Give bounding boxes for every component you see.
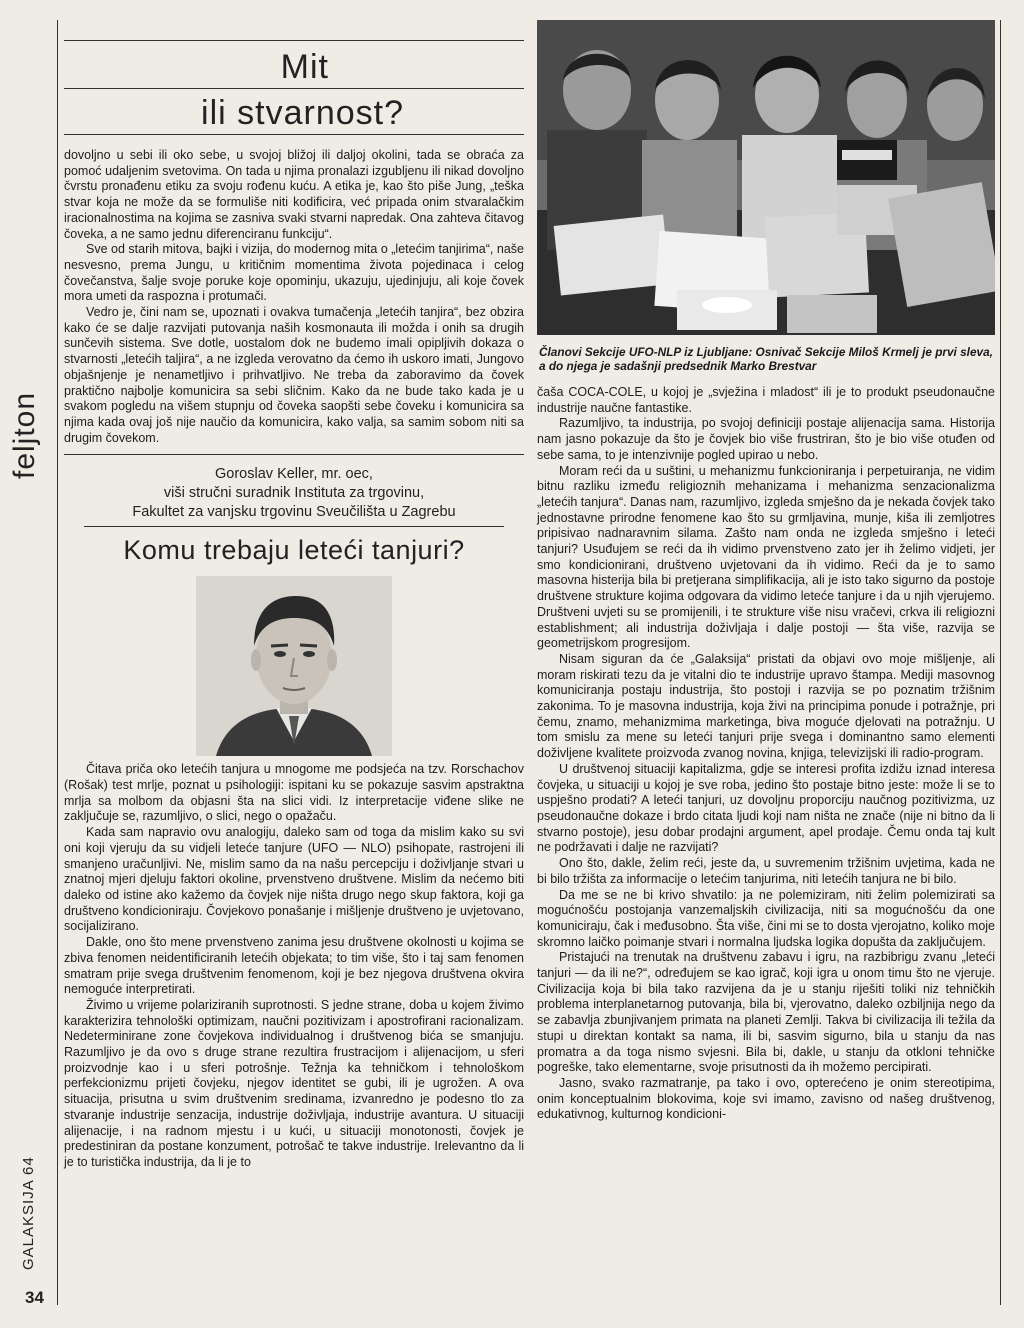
title-rule-bottom	[64, 134, 524, 135]
article-title-block	[64, 20, 524, 140]
article2-paragraph: U društvenoj situaciji kapitalizma, gdje se interesi profita izdižu iznad interesa čovjeka, u situaciji u kojoj je sve roba, jedino što postaje bitno jeste: može li se to uspješno prodati? A leteći tanjuri, uz dovoljnu proporciju naučnog pozitivizma, uz pseudonaučne dokaze i brdo citata ljudi koji nam ništa ne znače (nije ni bitno da li stvarno postoje), jesu dobar prodajni argument, apel prodaje. Čemu onda taj kult ne podržavati i dalje ne razvijati?	[537, 761, 995, 855]
article2-paragraph: Čitava priča oko letećih tanjura u mnogome me podsjeća na tzv. Rorschachov (Rošak) test mrlje, poznat u psihologiji: ispitani ku se pokazuje sasvim apstraktna mrlja sa molbom da objasni šta na slici vidi. Iz interpretacije viđene slike ne zaključuje se, razumljivo, o slici, nego o opažaču.	[64, 762, 524, 824]
article2-paragraph: Živimo u vrijeme polariziranih suprotnosti. S jedne strane, doba u kojem živimo karakterizira tehnološki optimizam, naučni pozitivizam i apostrofirani racionalizam. Nedeterminirane zone čovjekova individualnog i društvenog bića se smanjuju. Razumljivo je da ovo s druge strane rezultira frustracijom i alijenacijom, u sferi proizvodnje kao i u sferi potrošnje. Težnja ka tehničkom i tehnološkom perfekcionizmu prijeti čovjeku, njegov identitet se gubi, ili je ugrožen. A ova situacija, prisutna u svim društvenim sredinama, izvanredno je podesno tlo za stvaranje industrije senzacija, industrije doživljaja, industrije avantura. U situaciji alijenacije, i na radnom mjestu i u kući, u situaciji monotonosti, čovjek je predestiniran da postane konzument, potrošač te takve industrije. Irelevantno da li je to turistička industrija, da li je to	[64, 997, 524, 1169]
article2-paragraph: čaša COCA-COLE, u kojoj je „svježina i mladost“ ili je to produkt pseudonaučne industrije naučne fantastike.	[537, 385, 995, 415]
title-rule-top	[64, 40, 524, 41]
article2-paragraph: Jasno, svako razmatranje, pa tako i ovo, opterećeno je onim stereotipima, onim konceptualnim blokovima, koje svi imamo, zavisno od našeg društvenog, edukativnog, kulturnog kondicioni-	[537, 1075, 995, 1122]
article2-paragraph: Da me se ne bi krivo shvatilo: ja ne polemiziram, niti želim polemizirati sa mogućnošću postojanja vanzemaljskih civilizacija, niti sa mogućnošću da one komuniciraju, čak i međusobno. Šta više, čini mi se to dosta vjerojatno, koliko moje skromno laičko poimanje stvari i normalna ljudska logika dopušta da zaključujem.	[537, 887, 995, 949]
article-title-line2: ili stvarnost?	[201, 94, 404, 132]
article2-right-body	[537, 385, 995, 1123]
page-number: 34	[25, 1288, 44, 1307]
article1-paragraph: dovoljno u sebi ili oko sebe, u svojoj bližoj ili daljoj okolini, tada se obraća za pomoć udaljenim svetovima. On tada u njima pronalazi izgubljenu ili nikad dovoljno čvrstu pronađenu etiku za svoju rođenu kuću. A etika je, kao što piše Jung, „teška stvar koja ne može da se formuliše niti kodificira, već pripada onim stvaralačkim iracionalnostima na kojima se zasniva svaki stvarni napredak. Ona zahteva čitavog čoveka, a ne samo jednu diferenciranu funkciju“.	[64, 148, 524, 241]
author-portrait-image	[196, 576, 392, 756]
photo-caption: Članovi Sekcije UFO-NLP iz Ljubljane: Osnivač Sekcije Miloš Krmelj je prvi sleva, a do njega je sadašnji predsednik Marko Brestvar	[539, 345, 993, 373]
title-rule-middle	[64, 88, 524, 89]
byline-institution: Fakultet za vanjsku trgovinu Sveučilišta u Zagrebu	[132, 504, 456, 521]
author-portrait	[196, 576, 392, 756]
article-title-line1: Mit	[280, 48, 329, 86]
article1-paragraph: Sve od starih mitova, bajki i vizija, do modernog mita o „letećim tanjirima“, naše nesvesno, prema Jungu, u kritičnim momentima života pojedinaca i celog čovečanstva, šalje svoje poruke koje opominju, ukazuju, ujedinjuju, ali koje čovek mora umeti da raspozna i protumači.	[64, 242, 524, 304]
article2-title: Komu trebaju leteći tanjuri?	[123, 535, 465, 566]
article2-paragraph: Moram reći da u suštini, u mehanizmu funkcioniranja i perpetuiranja, ne vidim bitnu razliku između religioznih mehanizama i mehanizma senzacionalizma „letećih tanjura“. Danas nam, razumljivo, izgleda smješno da je nekada čovjek tako jednostavne prirodne fenomene kao što su grmljavina, munje, kiša ili zemljotres pripisivao nadnaravnim silama. Zašto nam onda ne izgleda smješno i leteći tanjuri? Usuđujem se reći da ih vidimo prvenstveno zato jer ih želimo vidjeti, jer smo kondicionirani, društveno uvjetovani da ih vidimo. Reći da je to samo masovna histerija bila bi pretjerana simplifikacija, ali je isto tako sigurno da postoje društvene strukture kojima odgovara da vidimo leteće tanjure i da u njih vjerujemo. Društveni uvjeti su se promijenili, i te strukture više nisu vračevi, crkva ili religiozni establishment; ali industrija doživljaja i dalje postoji — šta više, razvija se geometrijskom progresijom.	[537, 463, 995, 651]
article2-paragraph: Nisam siguran da će „Galaksija“ pristati da objavi ovo moje mišljenje, ali moram riskirati tezu da je vitalni dio te industrije upravo štampa. Mediji masovnog komuniciranja postaju industrija, što postoji i razvija se po poznatim tržišnim zakonima. To je masovna industrija, koja živi na principima ponude i potražnje, pri čemu, znamo, mehanizmima marketinga, biva mogućе djelovati na potražnju. U tom smislu za mene su leteći tanjuri prije svega i dominantno samo elementi doživljene kvalitete proizvoda zvanog novina, knjiga, televizijski ili radio-program.	[537, 651, 995, 761]
byline-divider	[84, 526, 504, 527]
right-column	[537, 20, 995, 1123]
article2-left-body	[64, 762, 524, 1170]
left-margin-rule	[57, 20, 58, 1305]
byline-position: viši stručni suradnik Instituta za trgovinu,	[163, 485, 425, 502]
article2-paragraph: Pristajući na trenutak na društvenu zabavu i igru, na razbibrigu zvanu „leteći tanjuri — da ili ne?“, određujem se kao igrač, koji igra u onom timu što ne vjeruje. Civilizacija koja bi bila tako razvijena da je u stanju riješiti toliki niz tehničkih problema interplanetarnog putovanja, bila bi, vjerovatno, daleko ozbiljnija nego da se zabavlja zbunjivanjem primata na planeti Zemlji. Takva bi civilizacija ili težila da stupi u direktan kontakt sa nama, ili bi, sasvim sigurno, bila u stanju da nas promatra a da toga nismo svjesni. Bila bi, dakle, u stanju da otkloni tehničke pogreške, tako elementarne, svoje prisutnosti da ih možemo percipirati.	[537, 950, 995, 1075]
right-margin-rule	[1000, 20, 1001, 1305]
article2-paragraph: Kada sam napravio ovu analogiju, daleko sam od toga da mislim kako su svi oni koji vjeruju da su vidjeli leteće tanjure (UFO — NLO) psihopate, rastrojeni ili smanjeno uračunljivi. Ne, mislim samo da na našu percepciju i doživljanje stvari u znatnoj mjeri djeluju faktori okoline, prvenstveno društvene. Mislim da nećemo biti daleko od istine ako kažemo da čovjek nije ništa drugo nego skup faktora, koji ga društveno kondicioniraju. Čovjekovo ponašanje i mišljenje društveno je uvjetovano, socijalizirano.	[64, 825, 524, 934]
left-column	[64, 20, 524, 1171]
article1-body	[64, 148, 524, 446]
section-label: feljton	[8, 391, 41, 479]
article2-paragraph: Razumljivo, ta industrija, po svojoj definiciji postaje alijenacija sama. Historija nam jasno pokazuje da što je čovjek bio više frustriran, što je bio više otuđen od sebe sama, to je intenzivnije pogled upirao u nebo.	[537, 416, 995, 462]
section-divider	[64, 454, 524, 455]
group-photo	[537, 20, 995, 335]
article2-paragraph: Ono što, dakle, želim reći, jeste da, u suvremenim tržišnim uvjetima, kada ne bi bilo tržišta za informacije o letećim tanjurima, niti letećih tanjura ne bi bilo.	[537, 856, 995, 886]
author-byline	[64, 465, 524, 522]
article2-paragraph: Dakle, ono što mene prvenstveno zanima jesu društvene okolnosti u kojima se zbiva fenomen neidentificiranih letećih objekata; to tim više, što i taj sam fenomen smatram prije svega društvenim fenomenom, koji je bez njegova društvena okvira nemoguće interpretirati.	[64, 935, 524, 997]
byline-author: Goroslav Keller, mr. oec,	[215, 466, 373, 483]
article1-paragraph: Vedro je, čini nam se, upoznati i ovakva tumačenja „letećih tanjira“, bez obzira kako će se dalje razvijati putovanja naših kosmonauta ili možda i onih sa drugih sunčevih sistema. Sve dotle, uostalom dok ne budemo imali opipljivih dokaza o stvarnosti „letećih taljira“, a ne izgleda verovatno da ćemo ih uskoro imati, Jungovo objašnjenje je nenametljivo i prihvatljivo. Ne treba da zaboravimo da čovek praktično najbolje komunicira sa sebi sličnim. Kako da ne bude tako kada je u svakom pogledu na višem stupnju od čoveka saopšti sebe čoveku i komunicira sa njima kada ovaj još nije naučio da komunicira, kako valja, sa samim sobom niti sa drugim čovekom.	[64, 305, 524, 445]
magazine-label: GALAKSIJA 64	[20, 1156, 37, 1270]
